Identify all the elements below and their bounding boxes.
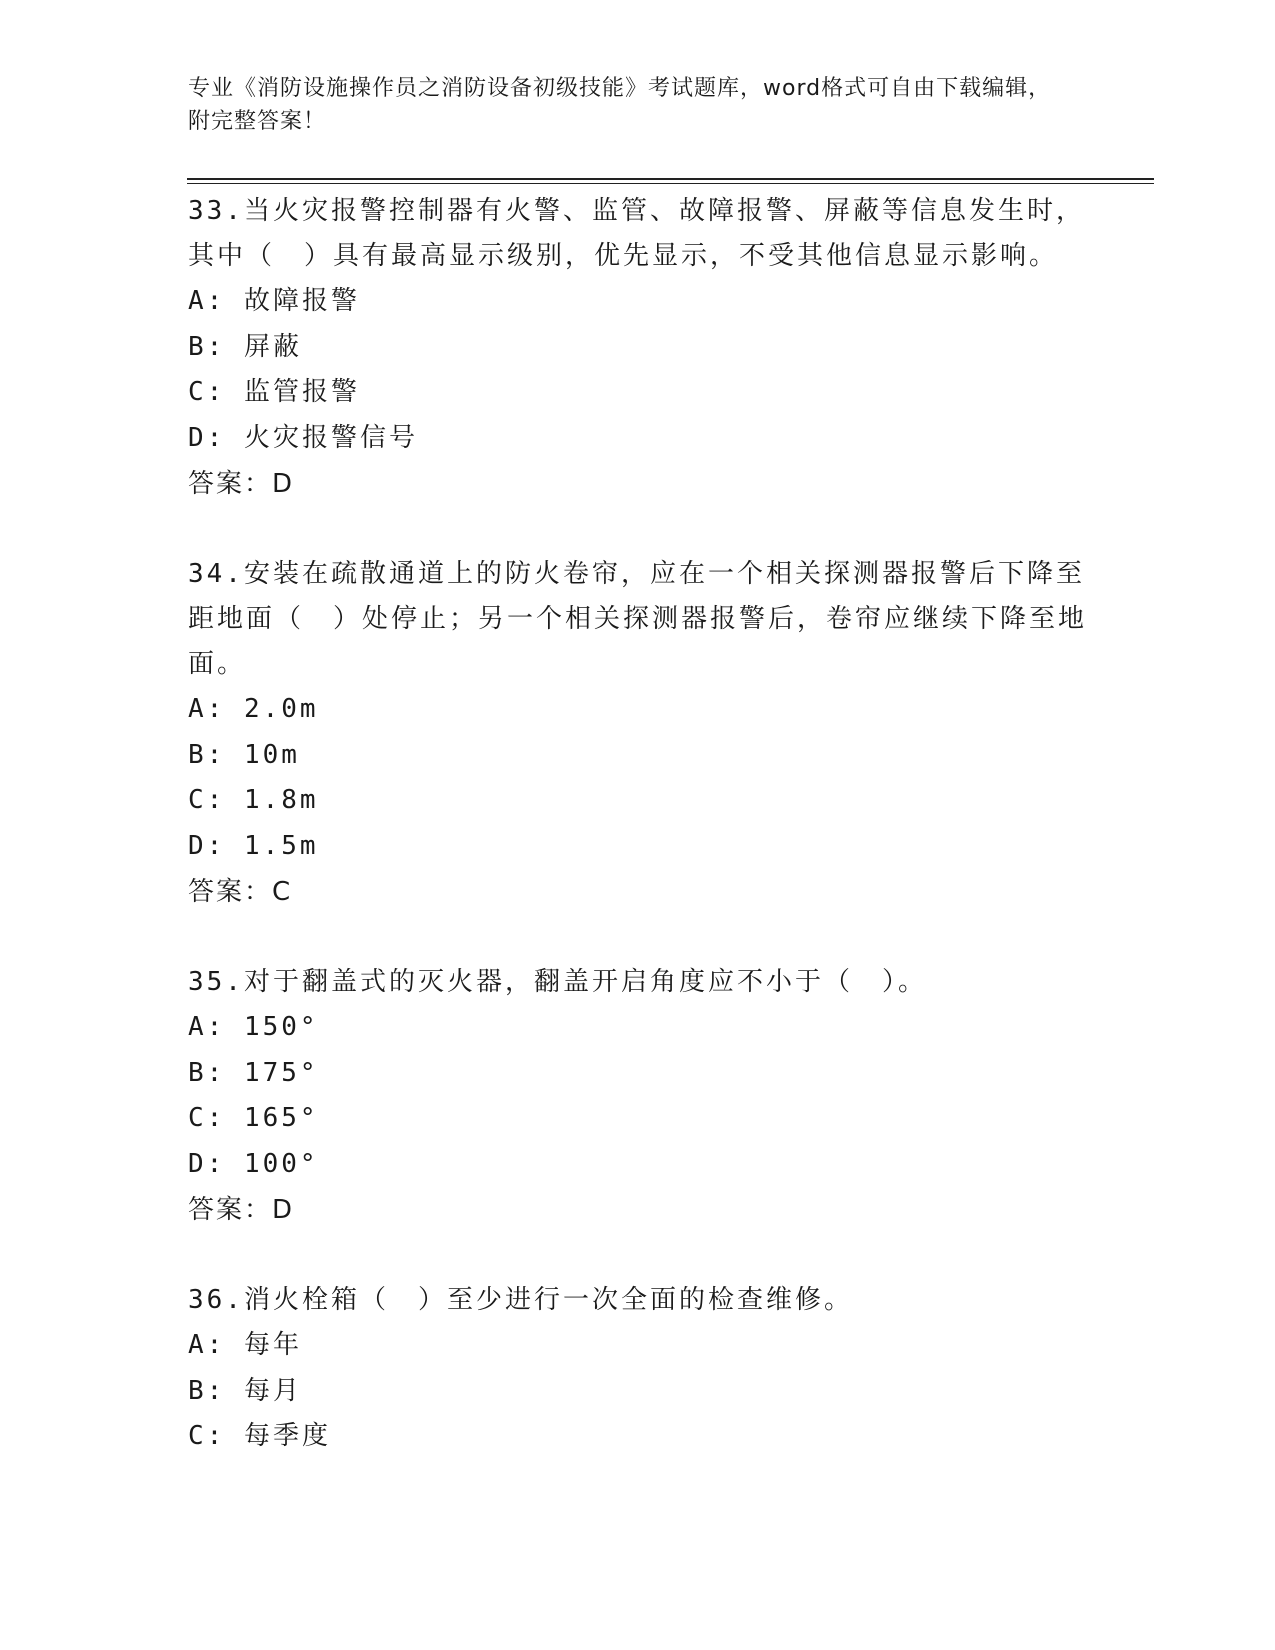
header-rule-thick xyxy=(187,178,1154,180)
answer: 答案：D xyxy=(188,469,295,499)
question-text: 36.消火栓箱（ ）至少进行一次全面的检查维修。 xyxy=(188,1285,853,1315)
option-b: B: 10m xyxy=(188,739,300,770)
option-c: C: 每季度 xyxy=(188,1421,331,1451)
question-34 xyxy=(188,552,1088,915)
option-d: D: 100° xyxy=(188,1148,319,1179)
option-a: A: 故障报警 xyxy=(188,286,360,316)
document-header: 专业《消防设施操作员之消防设备初级技能》考试题库，word格式可自由下载编辑，附完整答案！ xyxy=(188,76,1052,134)
option-c: C: 1.8m xyxy=(188,785,319,815)
option-a: A: 2.0m xyxy=(188,694,319,724)
option-d: D: 1.5m xyxy=(188,830,319,861)
option-c: C: 监管报警 xyxy=(188,377,360,407)
question-list xyxy=(188,189,1088,1505)
question-35 xyxy=(188,960,1088,1233)
option-b: B: 175° xyxy=(188,1057,319,1088)
option-b: B: 每月 xyxy=(188,1375,302,1406)
option-b: B: 屏蔽 xyxy=(188,331,302,362)
question-36 xyxy=(188,1278,1088,1460)
question-text: 33.当火灾报警控制器有火警、监管、故障报警、屏蔽等信息发生时，其中（ ）具有最高显示级别，优先显示，不受其他信息显示影响。 xyxy=(188,196,1085,271)
answer: 答案：C xyxy=(188,877,293,907)
question-33 xyxy=(188,189,1088,507)
option-d: D: 火灾报警信号 xyxy=(188,422,418,453)
question-text: 35.对于翻盖式的灭火器，翻盖开启角度应不小于（ ）。 xyxy=(188,967,927,997)
option-a: A: 150° xyxy=(188,1012,319,1042)
option-c: C: 165° xyxy=(188,1103,319,1133)
header-rule-thin xyxy=(187,183,1154,184)
answer: 答案：D xyxy=(188,1195,295,1225)
question-text: 34.安装在疏散通道上的防火卷帘，应在一个相关探测器报警后下降至距地面（ ）处停止；另一个相关探测器报警后，卷帘应继续下降至地面。 xyxy=(188,559,1088,679)
option-a: A: 每年 xyxy=(188,1330,302,1360)
